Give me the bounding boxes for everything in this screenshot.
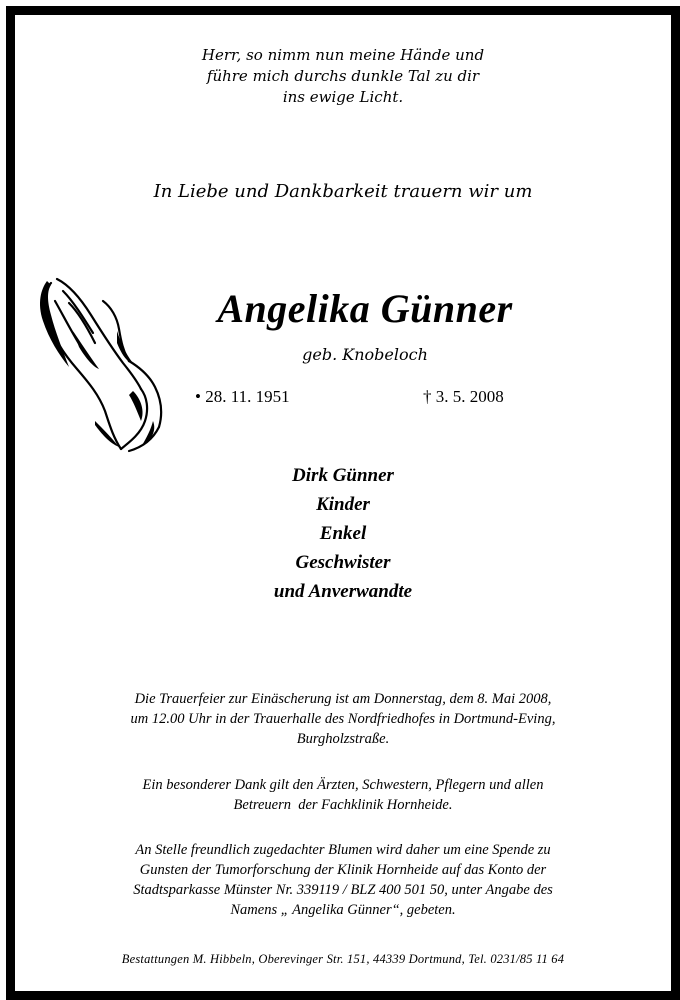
family-line: Dirk Günner xyxy=(292,465,394,486)
ceremony-line: um 12.00 Uhr in der Trauerhalle des Nordfriedhofes in Dortmund-Eving, xyxy=(130,711,556,727)
family-line: und Anverwandte xyxy=(273,581,413,602)
thanks-line: Betreuern der Fachklinik Hornheide. xyxy=(233,797,453,813)
mourning-line: In Liebe und Dankbarkeit trauern wir um xyxy=(153,181,533,202)
family-line: Geschwister xyxy=(295,552,391,573)
thanks-paragraph xyxy=(35,775,651,815)
family-list xyxy=(15,461,671,606)
thanks-line: Ein besonderer Dank gilt den Ärzten, Schwestern, Pflegern und allen xyxy=(142,777,544,793)
ceremony-line: Burgholzstraße. xyxy=(296,731,390,747)
funeral-home-footer: Bestattungen M. Hibbeln, Oberevinger Str. 151, 44339 Dortmund, Tel. 0231/85 11 64 xyxy=(121,952,565,966)
birth-date: • 28. 11. 1951 xyxy=(195,387,290,406)
verse-line: ins ewige Licht. xyxy=(282,88,404,106)
maiden-name: geb. Knobeloch xyxy=(302,345,428,364)
verse-line: Herr, so nimm nun meine Hände und xyxy=(201,46,485,64)
obituary-frame xyxy=(6,6,680,1000)
ceremony-line: Die Trauerfeier zur Einäscherung ist am Donnerstag, dem 8. Mai 2008, xyxy=(134,691,552,707)
donation-paragraph xyxy=(35,840,651,920)
verse-line: führe mich durchs dunkle Tal zu dir xyxy=(206,67,480,85)
family-line: Enkel xyxy=(319,523,367,544)
donation-line: An Stelle freundlich zugedachter Blumen wird daher um eine Spende zu xyxy=(135,842,551,858)
donation-line: Namens „ Angelika Günner“, gebeten. xyxy=(230,902,456,918)
family-line: Kinder xyxy=(316,494,370,515)
ceremony-paragraph xyxy=(35,689,651,749)
deceased-name: Angelika Günner xyxy=(217,286,513,331)
donation-line: Gunsten der Tumorforschung der Klinik Hornheide auf das Konto der xyxy=(139,862,547,878)
death-date: † 3. 5. 2008 xyxy=(423,387,504,406)
donation-line: Stadtsparkasse Münster Nr. 339119 / BLZ 400 501 50, unter Angabe des xyxy=(133,882,553,898)
verse xyxy=(15,45,671,108)
